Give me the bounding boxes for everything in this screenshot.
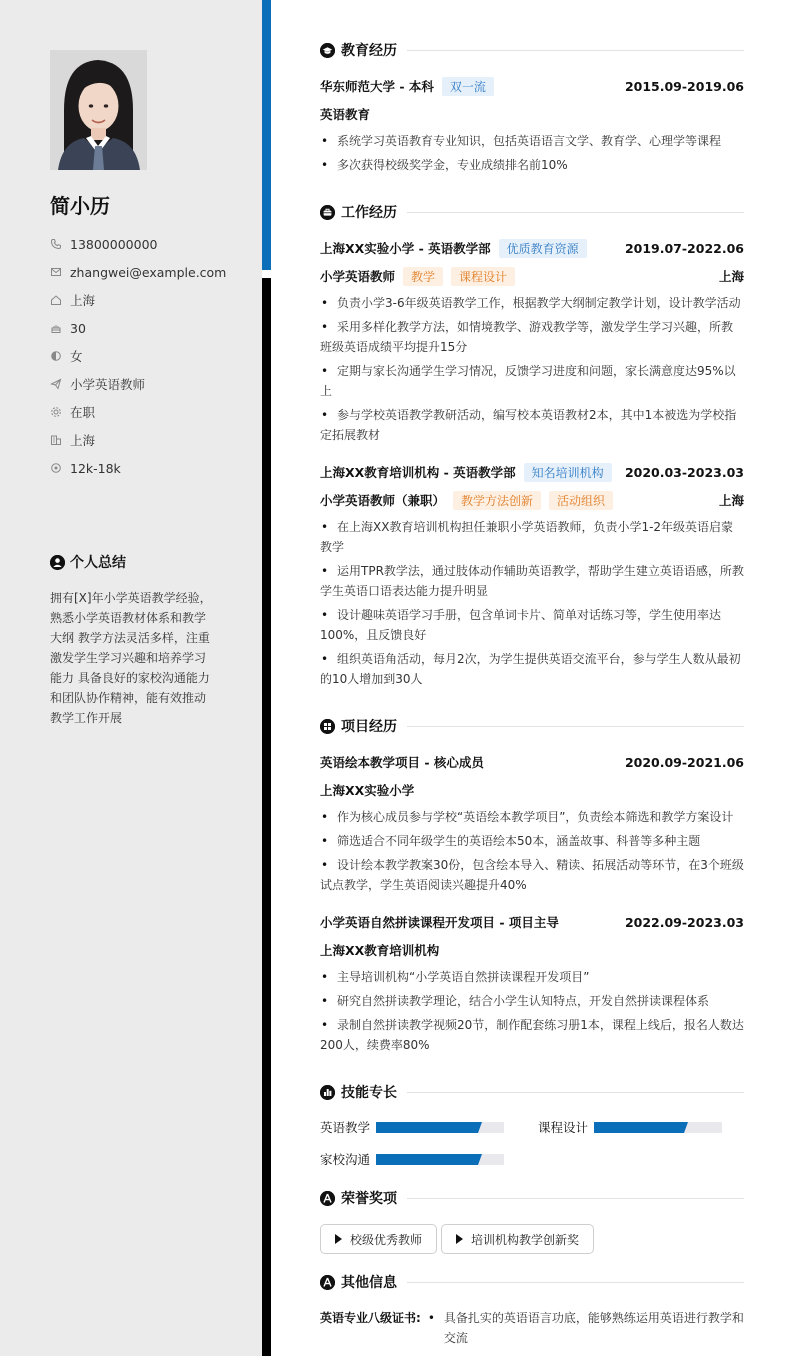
project-2-date: 2022.09-2023.03 — [624, 914, 744, 930]
accent-stripe — [262, 0, 271, 270]
info-position-text: 小学英语教师 — [70, 377, 146, 392]
summary-title: 个人总结 — [70, 555, 126, 571]
gender-icon — [50, 350, 62, 362]
city-icon — [50, 434, 62, 446]
candidate-name: 简小历 — [50, 194, 110, 218]
skill-bar-fill — [376, 1154, 478, 1165]
list-item: • 筛选适合不同年级学生的英语绘本50本，涵盖故事、科普等多种主题 — [320, 831, 744, 851]
info-status-text: 在职 — [70, 405, 96, 420]
info-phone-text: 13800000000 — [70, 236, 158, 252]
job-1-role-group — [320, 267, 515, 286]
mail-icon — [50, 266, 62, 278]
job-1-company-tag: 优质教育资源 — [499, 239, 587, 258]
play-icon — [335, 1234, 342, 1244]
project-1-name: 英语绘本教学项目 - 核心成员 — [320, 755, 484, 770]
project-1-bullets — [320, 807, 744, 899]
avatar — [50, 50, 147, 170]
info-gender — [50, 342, 226, 370]
education-header-row — [320, 76, 744, 96]
section-rule — [407, 1198, 744, 1199]
job-2-company-tag: 知名培训机构 — [524, 463, 612, 482]
job-1-header-row — [320, 238, 744, 258]
salary-icon — [50, 462, 62, 474]
project-2-org: 上海XX教育培训机构 — [320, 943, 440, 958]
skill-item — [320, 1118, 504, 1136]
list-item: • 设计趣味英语学习手册，包含单词卡片、简单对话练习等，学生使用率达100%，且反馈良好 — [320, 605, 744, 645]
info-city — [50, 426, 226, 454]
skills-heading — [320, 1082, 744, 1102]
education-tag: 双一流 — [442, 77, 494, 96]
skill-bar-fill — [376, 1122, 478, 1133]
education-school-group — [320, 77, 494, 96]
section-rule — [407, 1282, 744, 1283]
job-1-location: 上海 — [718, 269, 744, 284]
other-heading — [320, 1272, 744, 1292]
education-school: 华东师范大学 - 本科 — [320, 79, 434, 94]
bar-chart-icon — [320, 1085, 335, 1100]
skill-bar — [376, 1122, 504, 1133]
info-age — [50, 314, 226, 342]
job-1-date: 2019.07-2022.06 — [624, 240, 744, 256]
award-label: 培训机构教学创新奖 — [471, 1232, 580, 1247]
info-status — [50, 398, 226, 426]
other-title: 其他信息 — [341, 1275, 397, 1291]
list-item: • 参与学校英语教学教研活动，编写校本英语教材2本，其中1本被选为学校指定拓展教材 — [320, 405, 744, 445]
job-1-company: 上海XX实验小学 - 英语教学部 — [320, 241, 491, 256]
education-title: 教育经历 — [341, 43, 397, 59]
list-item: • 录制自然拼读教学视频20节，制作配套练习册1本，课程上线后，报名人数达200人，续费率80% — [320, 1015, 744, 1055]
job-1-role-tag: 教学 — [403, 267, 443, 286]
info-phone — [50, 230, 226, 258]
project-1-org-row — [320, 780, 744, 800]
project-2-bullets — [320, 967, 744, 1059]
briefcase-icon — [320, 205, 335, 220]
list-item: • 系统学习英语教育专业知识，包括英语语言文学、教育学、心理学等课程 — [320, 131, 744, 151]
project-2-name: 小学英语自然拼读课程开发项目 - 项目主导 — [320, 915, 559, 930]
list-item: • 定期与家长沟通学生学习情况，反馈学习进度和问题，家长满意度达95%以上 — [320, 361, 744, 401]
projects-title: 项目经历 — [341, 719, 397, 735]
job-2-role-row — [320, 490, 744, 510]
list-item: • 组织英语角活动，每月2次，为学生提供英语交流平台，参与学生人数从最初的10人增加到30人 — [320, 649, 744, 689]
job-1-bullets — [320, 293, 744, 449]
list-item: • 主导培训机构“小学英语自然拼读课程开发项目” — [320, 967, 744, 987]
job-2-bullets — [320, 517, 744, 693]
user-icon — [50, 555, 65, 570]
list-item: • 在上海XX教育培训机构担任兼职小学英语教师，负责小学1-2年级英语启蒙教学 — [320, 517, 744, 557]
job-1-company-group — [320, 239, 587, 258]
job-2-company-group — [320, 463, 612, 482]
job-2-date: 2020.03-2023.03 — [624, 464, 744, 480]
job-1-role: 小学英语教师 — [320, 269, 396, 284]
list-item: • 采用多样化教学方法，如情境教学、游戏教学等，激发学生学习兴趣，所教班级英语成绩平均提升15分 — [320, 317, 744, 357]
info-age-text: 30 — [70, 320, 86, 336]
skill-bar — [376, 1154, 504, 1165]
info-position — [50, 370, 226, 398]
trophy-icon — [320, 1191, 335, 1206]
section-rule — [407, 1092, 744, 1093]
summary-text: 拥有[X]年小学英语教学经验，熟悉小学英语教材体系和教学大纲 教学方法灵活多样，注重激发学生学习兴趣和培养学习能力 具备良好的家校沟通能力和团队协作精神，能有效推动教学工作开展 — [50, 591, 212, 725]
section-rule — [407, 212, 744, 213]
other-value: • 具备扎实的英语语言功底，能够熟练运用英语进行教学和交流 — [427, 1308, 744, 1348]
list-item: • 运用TPR教学法，通过肢体动作辅助英语教学，帮助学生建立英语语感，所教学生英语口语表达能力提升明显 — [320, 561, 744, 601]
info-home-text: 上海 — [70, 293, 96, 308]
job-2-location: 上海 — [718, 493, 744, 508]
award-chip[interactable] — [441, 1224, 594, 1254]
work-heading — [320, 202, 744, 222]
info-gender-text: 女 — [70, 349, 83, 364]
job-2-role-group — [320, 491, 613, 510]
info-city-text: 上海 — [70, 433, 96, 448]
info-salary — [50, 454, 226, 482]
education-date: 2015.09-2019.06 — [624, 78, 744, 94]
sidebar — [0, 0, 262, 1356]
contact-info-list — [50, 230, 226, 482]
list-item: • 研究自然拼读教学理论，结合小学生认知特点，开发自然拼读课程体系 — [320, 991, 744, 1011]
award-label: 校级优秀教师 — [350, 1232, 423, 1247]
work-title: 工作经历 — [341, 205, 397, 221]
graduation-cap-icon — [320, 43, 335, 58]
other-key: 英语专业八级证书: — [320, 1311, 421, 1325]
other-info-row — [320, 1308, 744, 1348]
project-2-header-row — [320, 912, 744, 932]
section-rule — [407, 50, 744, 51]
project-1-date: 2020.09-2021.06 — [624, 754, 744, 770]
project-2-org-row — [320, 940, 744, 960]
age-icon — [50, 322, 62, 334]
skill-label: 课程设计 — [538, 1120, 589, 1135]
stripe-gap — [262, 270, 271, 278]
job-2-role-tag: 教学方法创新 — [453, 491, 541, 510]
send-icon — [50, 378, 62, 390]
skill-item — [320, 1150, 504, 1168]
education-heading — [320, 40, 744, 60]
info-home — [50, 286, 226, 314]
skill-item — [538, 1118, 722, 1136]
list-item: • 作为核心成员参与学校“英语绘本教学项目”，负责绘本筛选和教学方案设计 — [320, 807, 744, 827]
list-item: • 负责小学3-6年级英语教学工作，根据教学大纲制定教学计划，设计教学活动 — [320, 293, 744, 313]
list-item: • 多次获得校级奖学金，专业成绩排名前10% — [320, 155, 744, 175]
job-2-header-row — [320, 462, 744, 482]
skill-bar-fill — [594, 1122, 684, 1133]
grid-icon — [320, 719, 335, 734]
job-2-role: 小学英语教师（兼职） — [320, 493, 446, 508]
awards-title: 荣誉奖项 — [341, 1191, 397, 1207]
skills-title: 技能专长 — [341, 1085, 397, 1101]
summary-heading — [50, 552, 126, 572]
status-icon — [50, 406, 62, 418]
skill-bar — [594, 1122, 722, 1133]
list-item: • 设计绘本教学教案30份，包含绘本导入、精读、拓展活动等环节，在3个班级试点教学，学生英语阅读兴趣提升40% — [320, 855, 744, 895]
education-major-row — [320, 104, 744, 124]
skill-label: 家校沟通 — [320, 1152, 371, 1167]
education-bullets — [320, 131, 744, 179]
project-1-header-row — [320, 752, 744, 772]
info-email-text: zhangwei@example.com — [70, 264, 227, 280]
awards-heading — [320, 1188, 744, 1208]
skill-label: 英语教学 — [320, 1120, 371, 1135]
info-icon — [320, 1275, 335, 1290]
job-1-role-tag: 课程设计 — [451, 267, 515, 286]
info-salary-text: 12k-18k — [70, 460, 121, 476]
job-2-role-tag: 活动组织 — [549, 491, 613, 510]
job-1-role-row — [320, 266, 744, 286]
award-chip[interactable] — [320, 1224, 437, 1254]
section-rule — [407, 726, 744, 727]
info-email — [50, 258, 226, 286]
education-major: 英语教育 — [320, 107, 371, 122]
projects-heading — [320, 716, 744, 736]
job-2-company: 上海XX教育培训机构 - 英语教学部 — [320, 465, 516, 480]
project-1-org: 上海XX实验小学 — [320, 783, 415, 798]
play-icon — [456, 1234, 463, 1244]
phone-icon — [50, 238, 62, 250]
home-icon — [50, 294, 62, 306]
